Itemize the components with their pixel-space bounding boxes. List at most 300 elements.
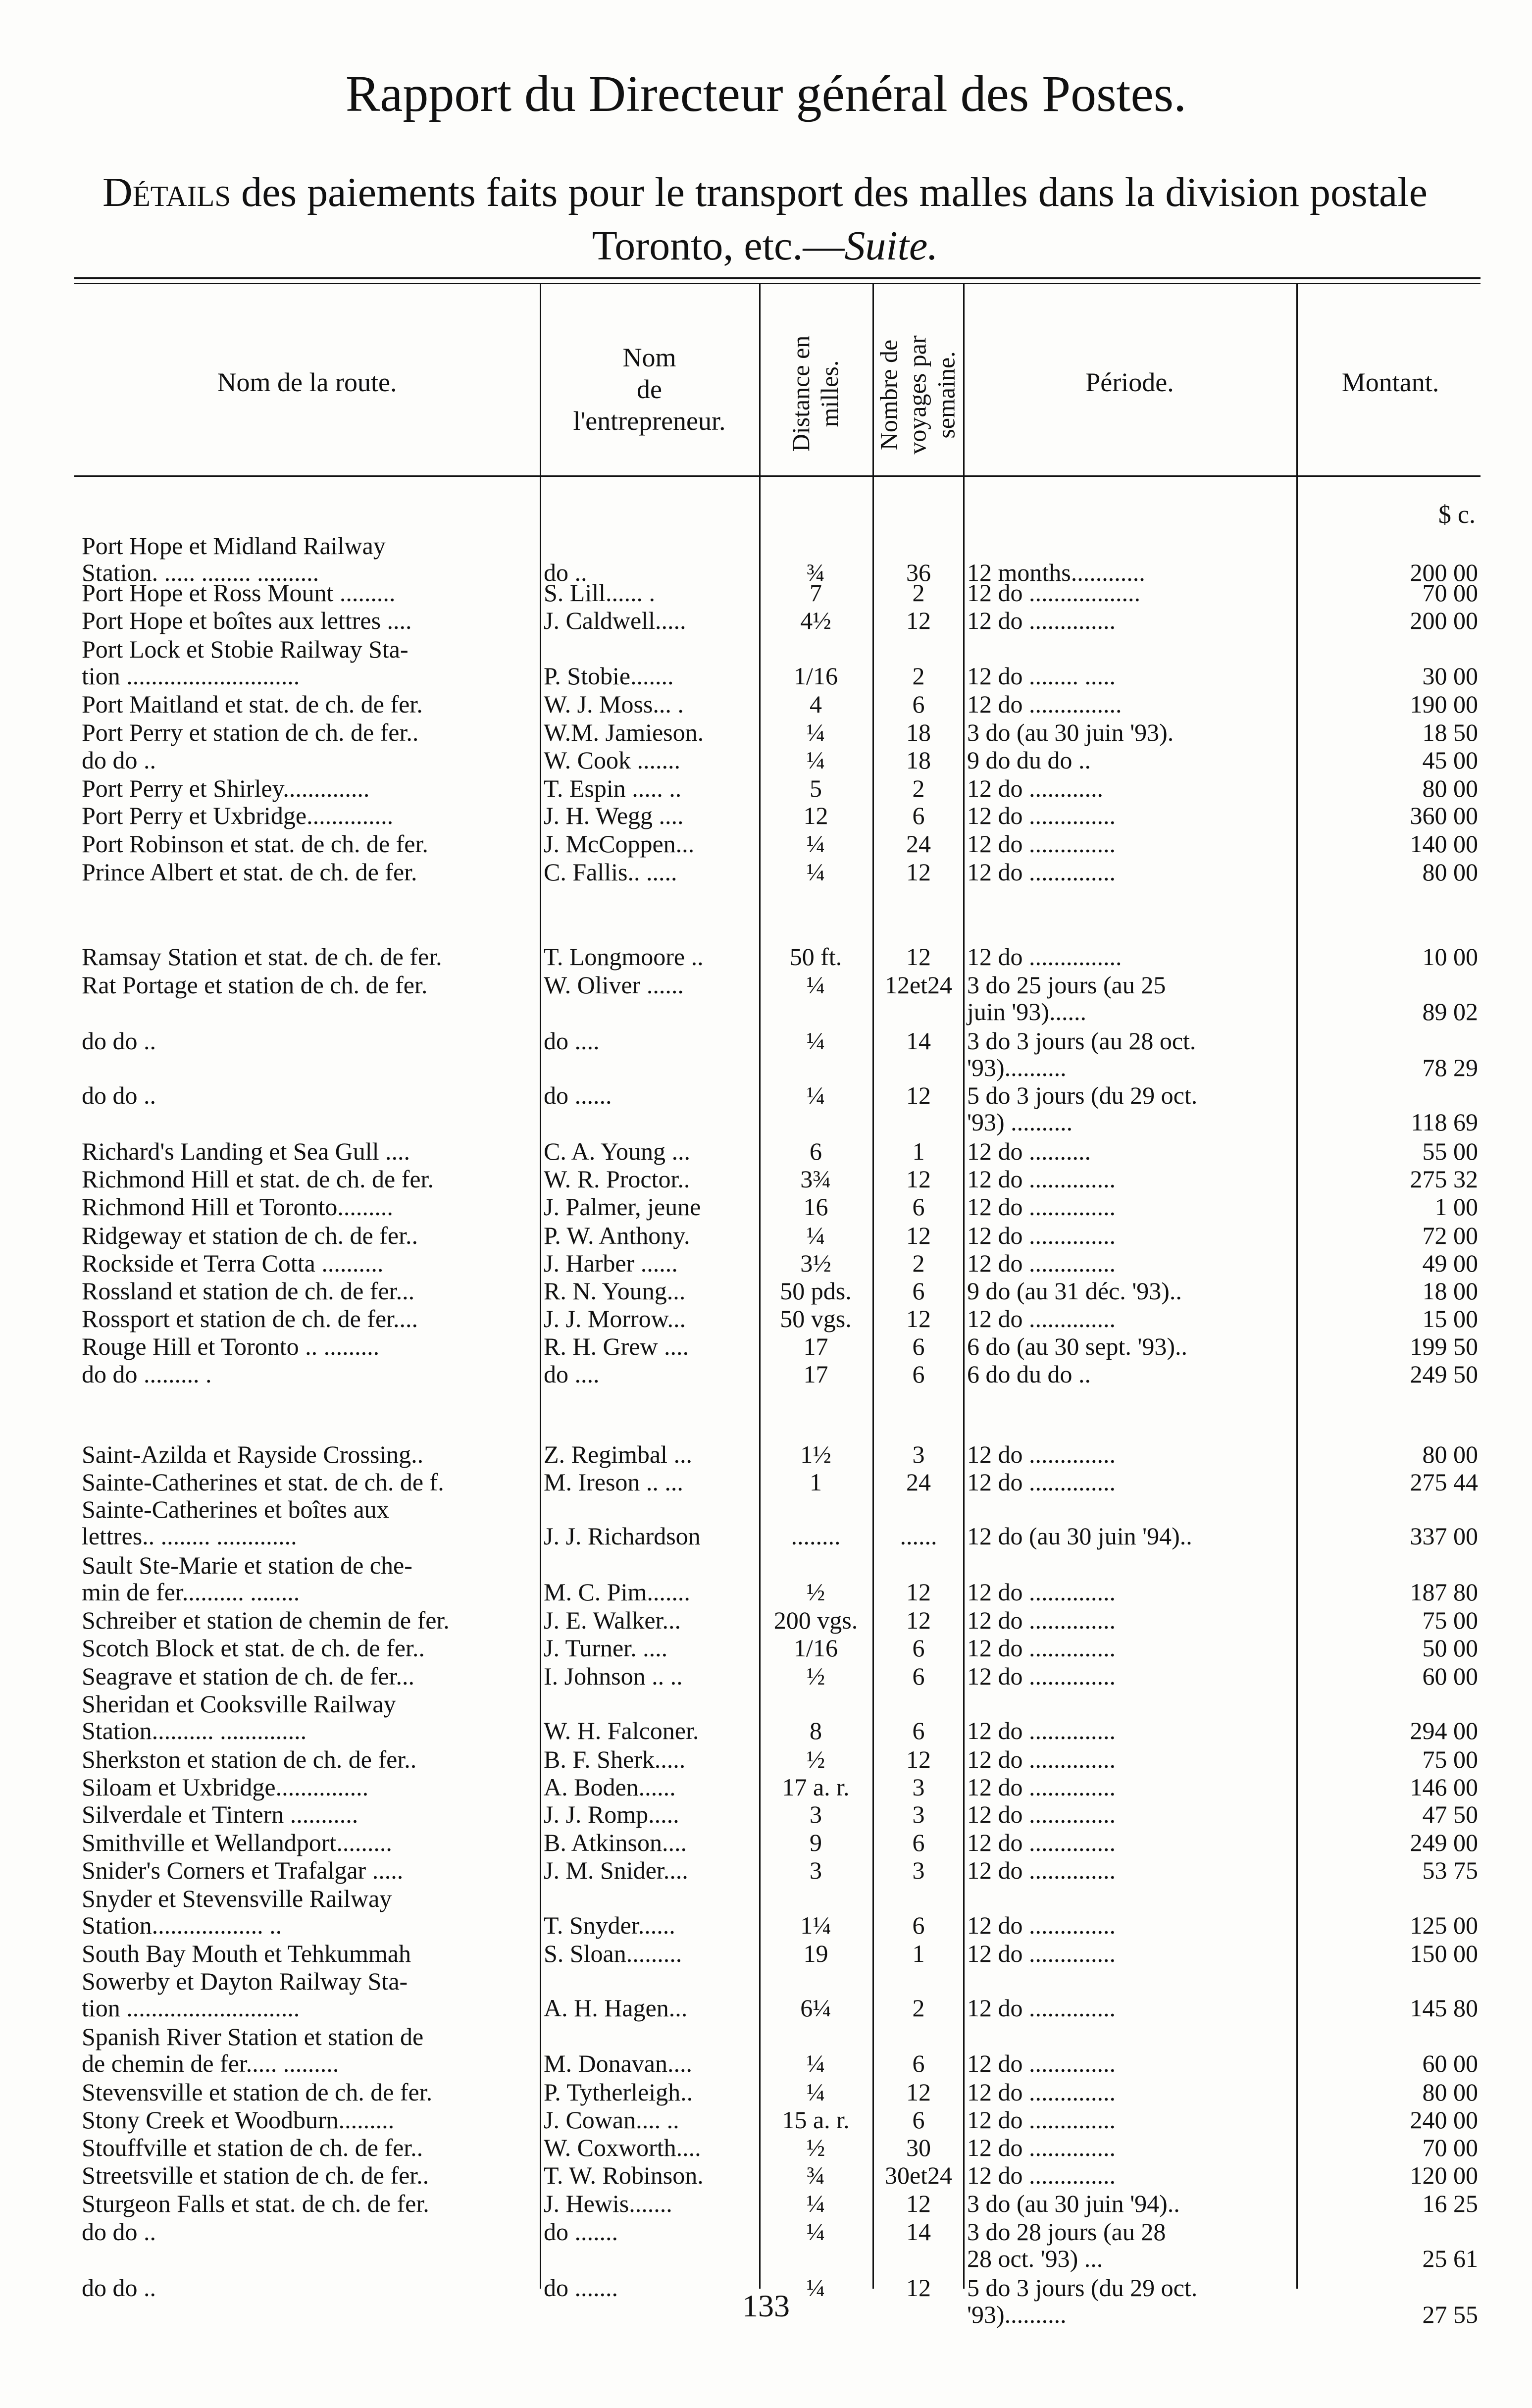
route-name-cell: Rat Portage et station de ch. de fer. [82, 971, 428, 999]
montant-cell: 275 44 [1410, 1468, 1478, 1496]
montant-cell: 80 00 [1422, 858, 1478, 886]
entrepreneur-cell: do ....... [544, 2218, 618, 2246]
voyages-cell: 30et24 [884, 2161, 953, 2189]
periode-cell: 3 do 3 jours (au 28 oct. '93).......... [967, 1027, 1196, 1081]
distance-cell: 3¾ [800, 1165, 831, 1193]
periode-cell: 12 do .............. [967, 1829, 1116, 1856]
periode-cell: 12 do .............. [967, 2106, 1116, 2134]
route-name-cell: Stevensville et station de ch. de fer. [82, 2078, 433, 2106]
distance-cell: 6¼ [800, 1994, 831, 2022]
voyages-cell: 3 [912, 1440, 925, 1468]
distance-cell: ¼ [806, 1027, 825, 1055]
periode-cell: 12 do (au 30 juin '94).. [967, 1522, 1192, 1550]
distance-cell: 1/16 [794, 662, 838, 690]
montant-cell: 72 00 [1422, 1222, 1478, 1249]
distance-cell: 17 [803, 1360, 828, 1388]
entrepreneur-cell: J. Cowan.... .. [544, 2106, 679, 2134]
entrepreneur-cell: do .... [544, 1360, 600, 1388]
montant-cell: 187 80 [1410, 1578, 1478, 1606]
montant-cell: 10 00 [1422, 943, 1478, 971]
montant-cell: 75 00 [1422, 1606, 1478, 1634]
entrepreneur-cell: C. A. Young ... [544, 1137, 690, 1165]
caption-line2: Toronto, etc.— [592, 223, 845, 269]
distance-cell: ¼ [806, 2049, 825, 2077]
route-name-cell: Port Maitland et stat. de ch. de fer. [82, 690, 423, 718]
route-name-cell: Scotch Block et stat. de ch. de fer.. [82, 1634, 425, 1662]
periode-cell: 12 do .............. [967, 1773, 1116, 1801]
entrepreneur-cell: T. Snyder...... [544, 1911, 675, 1939]
entrepreneur-cell: I. Johnson .. .. [544, 1662, 683, 1690]
entrepreneur-cell: J. H. Wegg .... [544, 802, 684, 829]
voyages-cell: 12 [906, 2190, 931, 2217]
route-name-cell: do do .. [82, 2274, 156, 2302]
entrepreneur-cell: S. Lill...... . [544, 579, 656, 607]
montant-cell: 45 00 [1422, 746, 1478, 774]
montant-cell: 70 00 [1422, 579, 1478, 607]
page-number: 133 [742, 2288, 790, 2323]
periode-cell: 5 do 3 jours (du 29 oct. '93) .......... [967, 1081, 1198, 1136]
periode-cell: 12 do .............. [967, 830, 1116, 858]
periode-cell: 12 do .............. [967, 1165, 1116, 1193]
entrepreneur-cell: J. Harber ...... [544, 1249, 678, 1277]
distance-cell: ½ [806, 1745, 825, 1773]
distance-cell: ½ [806, 2134, 825, 2161]
voyages-cell: 12 [906, 1222, 931, 1249]
montant-cell: 80 00 [1422, 774, 1478, 802]
distance-cell: 12 [803, 802, 828, 829]
page-title: Rapport du Directeur général des Postes. [345, 65, 1187, 122]
periode-cell: 12 do .............. [967, 1193, 1116, 1221]
route-name-cell: Sheridan et Cooksville Railway Station.......... .............. [82, 1690, 396, 1744]
voyages-cell: 6 [912, 1829, 925, 1856]
montant-cell: 80 00 [1422, 2078, 1478, 2106]
header-distance-line: Distance en [787, 335, 815, 452]
voyages-cell: 36 [906, 559, 931, 586]
periode-cell: 12 do .............. [967, 1634, 1116, 1662]
periode-cell: 12 do .................. [967, 579, 1140, 607]
entrepreneur-cell: J. McCoppen... [544, 830, 695, 858]
column-divider [759, 283, 761, 2289]
periode-cell: 12 do .............. [967, 1249, 1116, 1277]
entrepreneur-cell: M. C. Pim....... [544, 1578, 690, 1606]
montant-cell: 150 00 [1410, 1940, 1478, 1967]
distance-cell: 4 [810, 690, 822, 718]
header-route: Nom de la route. [217, 367, 397, 397]
route-name-cell: do do .. [82, 1081, 156, 1109]
route-name-cell: do do .. [82, 1027, 156, 1055]
montant-cell: 18 50 [1422, 718, 1478, 746]
periode-cell: 12 do .............. [967, 1662, 1116, 1690]
voyages-cell: 6 [912, 1634, 925, 1662]
distance-cell: ¼ [806, 1222, 825, 1249]
voyages-cell: 30 [906, 2134, 931, 2161]
voyages-cell: 12 [906, 1606, 931, 1634]
distance-cell: 17 [803, 1332, 828, 1360]
periode-cell: 12 do .............. [967, 1940, 1116, 1967]
route-name-cell: Sault Ste-Marie et station de che- min de fer.......... ........ [82, 1551, 412, 1606]
entrepreneur-cell: do ...... [544, 1081, 612, 1109]
periode-cell: 6 do du do .. [967, 1360, 1091, 1388]
periode-cell: 3 do 25 jours (au 25 juin '93)...... [967, 971, 1166, 1025]
route-name-cell: Prince Albert et stat. de ch. de fer. [82, 858, 417, 886]
periode-cell: 12 do .............. [967, 607, 1116, 634]
entrepreneur-cell: W. R. Proctor.. [544, 1165, 690, 1193]
route-name-cell: Rossland et station de ch. de fer... [82, 1277, 415, 1305]
route-name-cell: Seagrave et station de ch. de fer... [82, 1662, 414, 1690]
entrepreneur-cell: W. Cook ....... [544, 746, 680, 774]
entrepreneur-cell: M. Donavan.... [544, 2049, 692, 2077]
voyages-cell: 3 [912, 1856, 925, 1884]
entrepreneur-cell: J. E. Walker... [544, 1606, 681, 1634]
voyages-cell: 24 [906, 830, 931, 858]
montant-cell: 55 00 [1422, 1137, 1478, 1165]
header-entrepreneur-line: Nom [622, 343, 676, 372]
entrepreneur-cell: A. Boden...... [544, 1773, 676, 1801]
voyages-cell: 12 [906, 943, 931, 971]
montant-cell: 240 00 [1410, 2106, 1478, 2134]
distance-cell: ¼ [806, 1081, 825, 1109]
montant-cell: 30 00 [1422, 662, 1478, 690]
entrepreneur-cell: T. Espin ..... .. [544, 774, 682, 802]
distance-cell: 7 [810, 579, 822, 607]
voyages-cell: 3 [912, 1773, 925, 1801]
periode-cell: 3 do (au 30 juin '94).. [967, 2190, 1180, 2217]
header-entrepreneur-line: de [637, 374, 662, 404]
header-bottom-rule [74, 475, 1481, 477]
route-name-cell: Smithville et Wellandport......... [82, 1829, 392, 1856]
header-distance [786, 295, 846, 493]
periode-cell: 6 do (au 30 sept. '93).. [967, 1332, 1188, 1360]
periode-cell: 12 do .............. [967, 1222, 1116, 1249]
montant-cell: 60 00 [1422, 1662, 1478, 1690]
distance-cell: ........ [791, 1522, 841, 1550]
route-name-cell: Streetsville et station de ch. de fer.. [82, 2161, 429, 2189]
route-name-cell: Saint-Azilda et Rayside Crossing.. [82, 1440, 424, 1468]
periode-cell: 12 do .............. [967, 1856, 1116, 1884]
voyages-cell: 2 [912, 1249, 925, 1277]
periode-cell: 3 do (au 30 juin '93). [967, 718, 1174, 746]
route-name-cell: Schreiber et station de chemin de fer. [82, 1606, 450, 1634]
entrepreneur-cell: R. H. Grew .... [544, 1332, 689, 1360]
montant-cell: 199 50 [1410, 1332, 1478, 1360]
entrepreneur-cell: W. Oliver ...... [544, 971, 684, 999]
route-name-cell: Snyder et Stevensville Railway Station.................. .. [82, 1885, 392, 1939]
distance-cell: 4½ [800, 607, 831, 634]
voyages-cell: 6 [912, 1662, 925, 1690]
voyages-cell: 14 [906, 1027, 931, 1055]
distance-cell: ¾ [806, 559, 825, 586]
voyages-cell: 6 [912, 2106, 925, 2134]
route-name-cell: Silverdale et Tintern ........... [82, 1800, 358, 1828]
periode-cell: 12 do .............. [967, 1578, 1116, 1606]
distance-cell: 50 pds. [780, 1277, 852, 1305]
entrepreneur-cell: T. Longmoore .. [544, 943, 704, 971]
montant-cell: 27 55 [1422, 2301, 1478, 2328]
entrepreneur-cell: do .... [544, 1027, 600, 1055]
caption-suite: Suite. [844, 223, 938, 269]
entrepreneur-cell: M. Ireson .. ... [544, 1468, 683, 1496]
header-voyages-line: Nombre de [874, 339, 903, 451]
entrepreneur-cell: P. Tytherleigh.. [544, 2078, 693, 2106]
montant-cell: 140 00 [1410, 830, 1478, 858]
voyages-cell: ...... [900, 1522, 937, 1550]
voyages-cell: 6 [912, 2049, 925, 2077]
montant-cell: 1 00 [1434, 1193, 1478, 1221]
entrepreneur-cell: W. J. Moss... . [544, 690, 684, 718]
distance-cell: 200 vgs. [773, 1606, 858, 1634]
route-name-cell: Rockside et Terra Cotta .......... [82, 1249, 384, 1277]
montant-cell: 294 00 [1410, 1717, 1478, 1744]
caption-main: des paiements faits pour le transport des malles dans la division postale [231, 169, 1428, 215]
distance-cell: 3½ [800, 1249, 831, 1277]
voyages-cell: 6 [912, 1717, 925, 1744]
voyages-cell: 6 [912, 1193, 925, 1221]
voyages-cell: 6 [912, 690, 925, 718]
distance-cell: ¼ [806, 718, 825, 746]
route-name-cell: Ramsay Station et stat. de ch. de fer. [82, 943, 442, 971]
entrepreneur-cell: S. Sloan......... [544, 1940, 682, 1967]
entrepreneur-cell: do ....... [544, 2274, 618, 2302]
voyages-cell: 2 [912, 1994, 925, 2022]
route-name-cell: Sainte-Catherines et boîtes aux lettres.. ........ ............. [82, 1495, 389, 1550]
periode-cell: 12 do .............. [967, 2078, 1116, 2106]
voyages-cell: 6 [912, 1360, 925, 1388]
voyages-cell: 1 [912, 1137, 925, 1165]
top-double-rule-2 [74, 283, 1481, 284]
montant-cell: 200 00 [1410, 559, 1478, 586]
montant-cell: 25 61 [1422, 2245, 1478, 2272]
unit-label: $ c. [1438, 501, 1476, 529]
entrepreneur-cell: Z. Regimbal ... [544, 1440, 692, 1468]
route-name-cell: South Bay Mouth et Tehkummah [82, 1940, 411, 1967]
distance-cell: 3 [810, 1800, 822, 1828]
voyages-cell: 3 [912, 1800, 925, 1828]
montant-cell: 125 00 [1410, 1911, 1478, 1939]
route-name-cell: Port Hope et Midland Railway Station. ..... ........ .......... [82, 532, 386, 586]
voyages-cell: 12 [906, 607, 931, 634]
header-voyages [874, 296, 961, 494]
distance-cell: ¼ [806, 858, 825, 886]
route-name-cell: do do .. [82, 2218, 156, 2246]
voyages-cell: 12 [906, 1745, 931, 1773]
distance-cell: 1 [810, 1468, 822, 1496]
header-distance-line: milles. [816, 360, 843, 427]
montant-cell: 70 00 [1422, 2134, 1478, 2161]
periode-cell: 12 do .............. [967, 858, 1116, 886]
distance-cell: 1¼ [800, 1911, 831, 1939]
periode-cell: 12 do .............. [967, 802, 1116, 829]
montant-cell: 249 50 [1410, 1360, 1478, 1388]
header-voyages-line: voyages par [903, 335, 931, 455]
periode-cell: 12 do .............. [967, 1606, 1116, 1634]
distance-cell: 15 a. r. [782, 2106, 850, 2134]
periode-cell: 12 do ............... [967, 690, 1122, 718]
periode-cell: 12 do .............. [967, 1994, 1116, 2022]
route-name-cell: Rouge Hill et Toronto .. ......... [82, 1332, 380, 1360]
montant-cell: 89 02 [1422, 998, 1478, 1025]
route-name-cell: do do .. [82, 746, 156, 774]
route-name-cell: Stouffville et station de ch. de fer.. [82, 2134, 423, 2161]
montant-cell: 360 00 [1410, 802, 1478, 829]
entrepreneur-cell: do .. [544, 559, 587, 586]
montant-cell: 337 00 [1410, 1522, 1478, 1550]
periode-cell: 12 months............ [967, 559, 1145, 586]
distance-cell: ¼ [806, 2190, 825, 2217]
column-divider [872, 283, 874, 2289]
column-divider [540, 283, 541, 2289]
montant-cell: 75 00 [1422, 1745, 1478, 1773]
distance-cell: 17 a. r. [782, 1773, 850, 1801]
voyages-cell: 12 [906, 1305, 931, 1332]
distance-cell: ¼ [806, 830, 825, 858]
route-name-cell: Port Hope et boîtes aux lettres .... [82, 607, 412, 634]
distance-cell: ½ [806, 1578, 825, 1606]
distance-cell: 1/16 [794, 1634, 838, 1662]
entrepreneur-cell: J. J. Romp..... [544, 1800, 679, 1828]
voyages-cell: 12 [906, 1081, 931, 1109]
route-name-cell: Richmond Hill et Toronto......... [82, 1193, 393, 1221]
caption-lead: Détails [102, 169, 231, 215]
route-name-cell: Sainte-Catherines et stat. de ch. de f. [82, 1468, 444, 1496]
voyages-cell: 12 [906, 2078, 931, 2106]
table-caption [59, 166, 1471, 273]
distance-cell: ¼ [806, 2274, 825, 2302]
montant-cell: 118 69 [1411, 1108, 1478, 1136]
voyages-cell: 6 [912, 802, 925, 829]
distance-cell: ¼ [806, 2078, 825, 2106]
montant-cell: 49 00 [1422, 1249, 1478, 1277]
periode-cell: 12 do .............. [967, 1717, 1116, 1744]
route-name-cell: Richmond Hill et stat. de ch. de fer. [82, 1165, 434, 1193]
route-name-cell: Stony Creek et Woodburn......... [82, 2106, 395, 2134]
voyages-cell: 12 [906, 1578, 931, 1606]
periode-cell: 9 do (au 31 déc. '93).. [967, 1277, 1182, 1305]
periode-cell: 12 do .............. [967, 1911, 1116, 1939]
distance-cell: ¼ [806, 2218, 825, 2246]
periode-cell: 12 do .......... [967, 1137, 1091, 1165]
entrepreneur-cell: W. Coxworth.... [544, 2134, 701, 2161]
montant-cell: 200 00 [1410, 607, 1478, 634]
route-name-cell: Snider's Corners et Trafalgar ..... [82, 1856, 404, 1884]
distance-cell: 19 [803, 1940, 828, 1967]
top-double-rule-1 [74, 277, 1481, 279]
entrepreneur-cell: T. W. Robinson. [544, 2161, 704, 2189]
voyages-cell: 2 [912, 579, 925, 607]
route-name-cell: Port Perry et Uxbridge.............. [82, 802, 394, 829]
periode-cell: 5 do 3 jours (du 29 oct. '93).......... [967, 2274, 1198, 2328]
periode-cell: 12 do ............... [967, 943, 1122, 971]
montant-cell: 16 25 [1422, 2190, 1478, 2217]
periode-cell: 12 do .............. [967, 1468, 1116, 1496]
entrepreneur-cell: J. Palmer, jeune [544, 1193, 701, 1221]
voyages-cell: 6 [912, 1332, 925, 1360]
voyages-cell: 12et24 [884, 971, 953, 999]
voyages-cell: 1 [912, 1940, 925, 1967]
entrepreneur-cell: C. Fallis.. ..... [544, 858, 677, 886]
periode-cell: 3 do 28 jours (au 28 28 oct. '93) ... [967, 2218, 1166, 2272]
distance-cell: 50 vgs. [780, 1305, 852, 1332]
periode-cell: 12 do .............. [967, 1440, 1116, 1468]
montant-cell: 53 75 [1422, 1856, 1478, 1884]
route-name-cell: Richard's Landing et Sea Gull .... [82, 1137, 410, 1165]
route-name-cell: Sturgeon Falls et stat. de ch. de fer. [82, 2190, 429, 2217]
distance-cell: ½ [806, 1662, 825, 1690]
entrepreneur-cell: J. Turner. .... [544, 1634, 668, 1662]
entrepreneur-cell: J. J. Richardson [544, 1522, 701, 1550]
montant-cell: 146 00 [1410, 1773, 1478, 1801]
periode-cell: 12 do .............. [967, 1305, 1116, 1332]
periode-cell: 12 do .............. [967, 1745, 1116, 1773]
periode-cell: 12 do .............. [967, 2161, 1116, 2189]
entrepreneur-cell: J. Caldwell..... [544, 607, 686, 634]
montant-cell: 249 00 [1410, 1829, 1478, 1856]
distance-cell: 1½ [800, 1440, 831, 1468]
entrepreneur-cell: J. M. Snider.... [544, 1856, 688, 1884]
montant-cell: 60 00 [1422, 2049, 1478, 2077]
voyages-cell: 14 [906, 2218, 931, 2246]
entrepreneur-cell: J. J. Morrow... [544, 1305, 686, 1332]
voyages-cell: 12 [906, 2274, 931, 2302]
entrepreneur-cell: P. W. Anthony. [544, 1222, 690, 1249]
entrepreneur-cell: A. H. Hagen... [544, 1994, 688, 2022]
distance-cell: ¼ [806, 746, 825, 774]
entrepreneur-cell: P. Stobie....... [544, 662, 674, 690]
distance-cell: 16 [803, 1193, 828, 1221]
voyages-cell: 24 [906, 1468, 931, 1496]
distance-cell: ¾ [806, 2161, 825, 2189]
montant-cell: 120 00 [1410, 2161, 1478, 2189]
distance-cell: ¼ [806, 971, 825, 999]
route-name-cell: Spanish River Station et station de de chemin de fer..... ......... [82, 2023, 424, 2077]
voyages-cell: 2 [912, 774, 925, 802]
route-name-cell: Rossport et station de ch. de fer.... [82, 1305, 418, 1332]
periode-cell: 12 do .............. [967, 2049, 1116, 2077]
route-name-cell: Port Perry et Shirley.............. [82, 774, 370, 802]
route-name-cell: Sherkston et station de ch. de fer.. [82, 1745, 417, 1773]
column-divider [1296, 283, 1298, 2289]
entrepreneur-cell: W.M. Jamieson. [544, 718, 704, 746]
periode-cell: 12 do .............. [967, 2134, 1116, 2161]
distance-cell: 9 [810, 1829, 822, 1856]
montant-cell: 78 29 [1422, 1054, 1478, 1081]
voyages-cell: 6 [912, 1911, 925, 1939]
montant-cell: 80 00 [1422, 1440, 1478, 1468]
header-periode: Période. [1085, 367, 1174, 397]
route-name-cell: Port Hope et Ross Mount ......... [82, 579, 396, 607]
distance-cell: 8 [810, 1717, 822, 1744]
route-name-cell: Port Robinson et stat. de ch. de fer. [82, 830, 428, 858]
voyages-cell: 2 [912, 662, 925, 690]
montant-cell: 15 00 [1422, 1305, 1478, 1332]
montant-cell: 275 32 [1410, 1165, 1478, 1193]
montant-cell: 190 00 [1410, 690, 1478, 718]
montant-cell: 18 00 [1422, 1277, 1478, 1305]
route-name-cell: Siloam et Uxbridge............... [82, 1773, 369, 1801]
header-voyages-line: semaine. [932, 351, 960, 439]
voyages-cell: 18 [906, 718, 931, 746]
route-name-cell: Port Perry et station de ch. de fer.. [82, 718, 419, 746]
voyages-cell: 12 [906, 1165, 931, 1193]
distance-cell: 5 [810, 774, 822, 802]
periode-cell: 12 do ............ [967, 774, 1103, 802]
entrepreneur-cell: J. Hewis....... [544, 2190, 672, 2217]
voyages-cell: 12 [906, 858, 931, 886]
header-entrepreneur-line: l'entrepreneur. [573, 406, 726, 436]
distance-cell: 3 [810, 1856, 822, 1884]
periode-cell: 12 do .............. [967, 1800, 1116, 1828]
periode-cell: 9 do du do .. [967, 746, 1091, 774]
entrepreneur-cell: B. F. Sherk..... [544, 1745, 686, 1773]
